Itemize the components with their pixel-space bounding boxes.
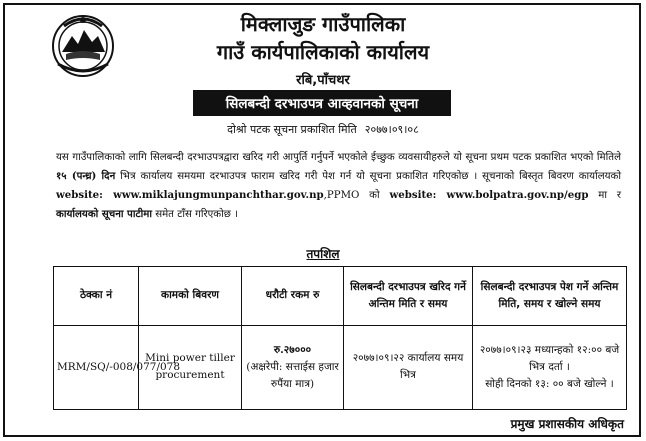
col-header-contract-no: ठेक्का नं (54, 267, 139, 326)
publication-date: २०७७।०९।०८ (364, 123, 419, 136)
submission-deadline: २०७७।०९।२३ मध्यान्हको १२:०० बजे भित्र दर्ता । (479, 343, 620, 373)
col-header-description: कामको बिवरण (139, 267, 242, 326)
bolpatra-website-link[interactable]: website: www.bolpatra.gov.np/egp (389, 189, 589, 201)
deposit-amount-words: (अक्षरेपी: सत्ताईस हजार रुपैंया मात्र) (246, 360, 339, 390)
notice-board-text: कार्यालयको सूचना पाटीमा (56, 208, 152, 220)
notice-title: सिलबन्दी दरभाउपत्र आव्हवानको सूचना (225, 96, 419, 112)
col-header-deposit: धरौटी रकम रु (242, 267, 344, 326)
schedule-heading: तपशिल (306, 247, 340, 261)
cell-submission-deadline (473, 325, 627, 409)
office-subtitle: गाउँ कार्यपालिकाको कार्यालय (216, 40, 430, 64)
signature-title: प्रमुख प्रशासकीय अधिकृत (510, 417, 624, 431)
cell-purchase-deadline: २०७७।०९।२२ कार्यालय समय भित्र (344, 325, 473, 409)
municipality-website-link[interactable]: website: www.miklajungmunpanchthar.gov.np (56, 189, 324, 201)
cell-deposit (242, 325, 344, 409)
paragraph-text: भित्र कार्यालय समयमा दरभाउपत्र फाराम खरिद गरी पेश गर्न यो सूचना प्रकाशित गरिएकोछ । सूचनाको बिस्तृत बिवरण कार्यालयको (115, 171, 621, 182)
cell-contract-no: MRM/SQ/-008/077/078 (54, 325, 139, 409)
paragraph-text: मा र (588, 190, 622, 201)
publication-line (0, 122, 646, 137)
cell-description: Mini power tiller procurement (139, 325, 242, 409)
deadline-days: १५ (पन्ध्र) दिन (56, 170, 116, 182)
tender-table (53, 266, 627, 410)
col-header-submission-deadline: सिलबन्दी दरभाउपत्र पेश गर्ने अन्तिम मिति, समय र खोल्ने समय (473, 267, 627, 326)
notice-paragraph (56, 148, 621, 224)
table-row (54, 325, 627, 409)
paragraph-text: समेत टाँस गरिएकोछ । (151, 209, 239, 220)
opening-time: सोही दिनको १३: ०० बजे खोल्ने । (485, 377, 614, 390)
table-header-row (54, 267, 627, 326)
notice-title-banner (193, 90, 451, 116)
paragraph-text: यस गाउँपालिकाको लागि सिलबन्दी दरभाउपत्रद्वारा खरिद गरी आपुर्ति गर्नुपर्ने भएकोले ईच्छुक व्यवसायीहरुले यो सूचना प्रथम पटक प्रकाशित भएको मितिले (56, 152, 621, 163)
office-name: मिक्लाजुङ गाउँपालिका (240, 12, 406, 36)
publication-label: दोश्रो पटक सूचना प्रकाशित मिति (227, 123, 357, 136)
paragraph-text: ,PPMO को (323, 190, 390, 201)
office-location: रबि,पाँचथर (296, 73, 350, 88)
deposit-amount: रु.२७००० (273, 343, 312, 356)
col-header-purchase-deadline: सिलबन्दी दरभाउपत्र खरिद गर्ने अन्तिम मिति र समय (344, 267, 473, 326)
